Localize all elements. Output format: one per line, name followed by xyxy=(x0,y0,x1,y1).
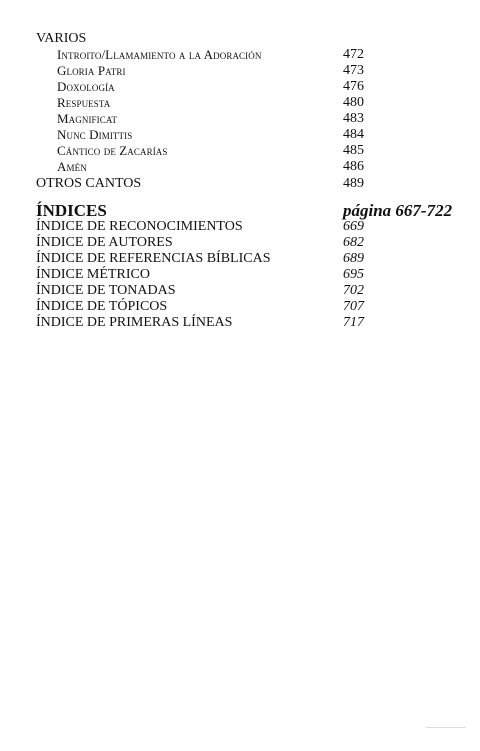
toc-entry-page: 695 xyxy=(343,267,364,282)
section-varios-title: VARIOS xyxy=(36,31,87,46)
toc-entry-label: Doxología xyxy=(57,79,115,94)
toc-row-indice-referencias xyxy=(0,251,480,267)
toc-entry-label: ÍNDICE DE AUTORES xyxy=(36,235,173,250)
toc-entry-page: 707 xyxy=(343,299,364,314)
toc-entry-page: 484 xyxy=(343,127,364,142)
toc-entry-page: 489 xyxy=(343,176,364,191)
toc-row-respuesta xyxy=(0,95,480,111)
section-indices-heading-row xyxy=(0,201,480,221)
scan-mark xyxy=(426,727,466,728)
toc-entry-page: 476 xyxy=(343,79,364,94)
toc-row-otros-cantos xyxy=(0,176,480,192)
toc-entry-label: OTROS CANTOS xyxy=(36,176,142,191)
toc-row-indice-autores xyxy=(0,235,480,251)
toc-entry-label: Amén xyxy=(57,159,87,174)
toc-row-indice-primeras-lineas xyxy=(0,315,480,331)
toc-entry-page: 480 xyxy=(343,95,364,110)
toc-entry-page: 473 xyxy=(343,63,364,78)
toc-entry-label: Cántico de Zacarías xyxy=(57,143,168,158)
toc-entry-label: ÍNDICE DE TONADAS xyxy=(36,283,176,298)
toc-row-indice-topicos xyxy=(0,299,480,315)
toc-entry-label: ÍNDICE DE REFERENCIAS BÍBLICAS xyxy=(36,251,271,266)
toc-entry-label: ÍNDICE DE TÓPICOS xyxy=(36,299,168,314)
toc-entry-page: 486 xyxy=(343,159,364,174)
toc-entry-label: Nunc Dimittis xyxy=(57,127,133,142)
toc-entry-page: 485 xyxy=(343,143,364,158)
section-indices-title: ÍNDICES xyxy=(36,201,107,220)
toc-entry-page: 689 xyxy=(343,251,364,266)
toc-row-magnificat xyxy=(0,111,480,127)
toc-entry-page: 682 xyxy=(343,235,364,250)
toc-entry-page: 483 xyxy=(343,111,364,126)
section-indices-range: página 667-722 xyxy=(343,201,453,220)
toc-entry-label: Introito/Llamamiento a la Adoración xyxy=(57,47,262,62)
toc-row-gloria-patri xyxy=(0,63,480,79)
toc-entry-page: 702 xyxy=(343,283,364,298)
toc-entry-page: 472 xyxy=(343,47,364,62)
section-varios-title-row xyxy=(0,31,480,47)
toc-entry-page: 669 xyxy=(343,219,364,234)
toc-row-amen xyxy=(0,159,480,175)
toc-row-doxologia xyxy=(0,79,480,95)
toc-entry-label: ÍNDICE DE RECONOCIMIENTOS xyxy=(36,219,243,234)
toc-row-cantico-zacarias xyxy=(0,143,480,159)
toc-row-indice-reconocimientos xyxy=(0,219,480,235)
toc-entry-label: Gloria Patri xyxy=(57,63,126,78)
toc-entry-label: Respuesta xyxy=(57,95,111,110)
toc-entry-label: ÍNDICE DE PRIMERAS LÍNEAS xyxy=(36,315,233,330)
toc-row-indice-metrico xyxy=(0,267,480,283)
toc-entry-label: Magnificat xyxy=(57,111,118,126)
toc-row-introito xyxy=(0,47,480,63)
toc-row-indice-tonadas xyxy=(0,283,480,299)
toc-row-nunc-dimittis xyxy=(0,127,480,143)
toc-entry-label: ÍNDICE MÉTRICO xyxy=(36,267,150,282)
toc-entry-page: 717 xyxy=(343,315,364,330)
